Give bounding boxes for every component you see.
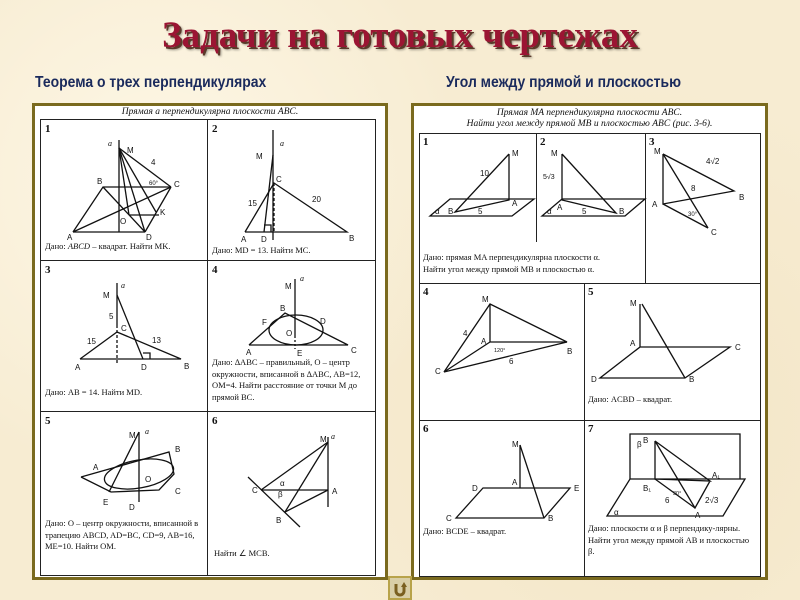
- svg-text:A: A: [512, 478, 518, 487]
- svg-text:M: M: [129, 431, 136, 440]
- back-button[interactable]: [388, 576, 412, 600]
- svg-text:C: C: [121, 324, 127, 333]
- problem-2-caption: Дано: MD = 13. Найти MC.: [212, 245, 311, 255]
- svg-text:D: D: [591, 375, 597, 384]
- svg-text:M: M: [654, 147, 661, 156]
- left-subtitle: Теорема о трех перпендикулярах: [35, 74, 267, 91]
- problem-2-figure: [208, 120, 375, 260]
- svg-text:A: A: [630, 339, 636, 348]
- svg-text:5: 5: [582, 207, 587, 216]
- right-problem-6-figure: [420, 421, 584, 576]
- svg-text:B: B: [689, 375, 695, 384]
- svg-text:A: A: [695, 511, 701, 520]
- svg-text:M: M: [630, 299, 637, 308]
- svg-text:13: 13: [152, 336, 161, 345]
- svg-text:A: A: [246, 348, 252, 357]
- right-problem-1: 1 M 10 A B 5 α: [420, 134, 536, 244]
- svg-text:a: a: [280, 139, 284, 148]
- right-problem-5: 5 M A C D B Дано: ACBD – квадрат.: [585, 284, 760, 420]
- problem-6-caption: Найти ∠ MCB.: [214, 548, 270, 558]
- svg-text:A₁: A₁: [712, 471, 721, 480]
- svg-text:6: 6: [509, 357, 514, 366]
- svg-text:A: A: [512, 199, 518, 208]
- svg-text:O: O: [120, 217, 127, 226]
- svg-text:60°: 60°: [149, 181, 159, 187]
- svg-text:α: α: [280, 479, 285, 488]
- svg-text:D: D: [472, 484, 478, 493]
- svg-text:E: E: [103, 498, 109, 507]
- svg-text:30°: 30°: [673, 491, 682, 497]
- svg-text:D: D: [320, 317, 326, 326]
- svg-text:B: B: [448, 207, 454, 216]
- svg-text:5√3: 5√3: [543, 174, 555, 181]
- svg-text:B: B: [548, 514, 554, 523]
- right-given-1-2: Дано: прямая MA перпендикулярна плоскости α. Найти угол между прямой MB и плоскостью α.: [423, 252, 601, 274]
- svg-text:4: 4: [151, 158, 156, 167]
- problem-1-caption: Дано: ABCD – квадрат. Найти MK.: [45, 241, 171, 251]
- right-problem-7: 7 β B A₁ B₁ 6 2√3 A α 30° Дано: плоскости α и β перпендику-лярны. Найти угол между прямой AB и плоскостью β.: [585, 421, 760, 576]
- svg-text:A: A: [332, 487, 338, 496]
- left-problem-6: 6 M a α C β A B Найти ∠ MCB.: [208, 412, 375, 575]
- svg-text:A: A: [652, 200, 658, 209]
- svg-text:F: F: [262, 318, 267, 327]
- svg-text:2√3: 2√3: [705, 496, 719, 505]
- svg-text:M: M: [320, 435, 327, 444]
- right-problem-7-caption: Дано: плоскости α и β перпендику-лярны. Найти угол между прямой AB и плоскостью β.: [588, 523, 750, 556]
- svg-text:B: B: [280, 304, 286, 313]
- svg-text:15: 15: [87, 337, 96, 346]
- svg-text:M: M: [127, 146, 134, 155]
- svg-text:C: C: [174, 180, 180, 189]
- left-problem-3: 3 a M 5 C 15 13 A D B Дано: AB = 14. Найти MD.: [41, 261, 207, 411]
- u-turn-arrow-icon: [392, 580, 408, 596]
- right-problem-2: 2 M 5√3 A 5 B α: [537, 134, 645, 244]
- svg-text:C: C: [446, 514, 452, 523]
- svg-text:a: a: [108, 139, 112, 148]
- svg-text:B: B: [184, 362, 190, 371]
- right-subtitle: Угол между прямой и плоскостью: [446, 74, 682, 91]
- svg-text:6: 6: [665, 496, 670, 505]
- svg-text:M: M: [285, 282, 292, 291]
- svg-text:K: K: [160, 208, 166, 217]
- svg-text:E: E: [297, 349, 303, 358]
- right-grid: [419, 133, 761, 577]
- svg-text:8: 8: [691, 184, 696, 193]
- problem-1-figure: [41, 120, 207, 260]
- right-problem-1-figure: [420, 134, 536, 244]
- left-problem-5: 5 M a B A O C E D Дано: O – центр окружности, вписанной в трапецию ABCD, AD=BC, CD=9, AB=16, ME=10. Найти OM.: [41, 412, 207, 575]
- right-problem-4-figure: [420, 284, 584, 420]
- svg-text:B: B: [739, 193, 745, 202]
- right-problem-3: 3 M 4√2 8 A B 30° C: [646, 134, 760, 283]
- svg-text:M: M: [103, 291, 110, 300]
- svg-text:M: M: [482, 295, 489, 304]
- right-problem-2-figure: [537, 134, 645, 244]
- svg-text:30°: 30°: [688, 212, 698, 218]
- svg-text:M: M: [512, 149, 519, 158]
- right-header: Прямая MA перпендикулярна плоскости ABC. Найти угол между прямой MB и плоскостью ABC (рис. 3-6).: [466, 108, 713, 129]
- svg-text:20: 20: [312, 195, 321, 204]
- left-header: Прямая a перпендикулярна плоскости ABC.: [121, 107, 299, 117]
- left-panel: [32, 103, 388, 580]
- svg-text:D: D: [146, 233, 152, 242]
- svg-text:β: β: [637, 440, 642, 449]
- svg-text:M: M: [551, 149, 558, 158]
- left-problem-1: 1 a M 4 B 60° C O K A D Дано: ABCD – квадрат. Найти MK.: [41, 120, 207, 260]
- right-problem-3-figure: [646, 134, 760, 283]
- svg-text:α: α: [614, 508, 619, 517]
- svg-text:4: 4: [463, 329, 468, 338]
- svg-text:B: B: [619, 207, 625, 216]
- right-problem-4: 4 M 4 A 120° B 6 C: [420, 284, 584, 420]
- svg-text:D: D: [141, 363, 147, 372]
- svg-text:A: A: [75, 363, 81, 372]
- svg-text:120°: 120°: [494, 348, 506, 354]
- left-problem-4: 4 a M B F D O A E C Дано: ∆ABC – правильный, O – центр окружности, вписанной в ∆ABC, AB=12, OM=4. Найти расстояние от точки M до прямой BC.: [208, 261, 375, 411]
- svg-text:C: C: [351, 346, 357, 355]
- svg-text:10: 10: [480, 169, 489, 178]
- left-problem-2: 2 M a C 15 20 A D B Дано: MD = 13. Найти MC.: [208, 120, 375, 260]
- right-problem-6: 6 M D A E C B Дано: BCDE – квадрат.: [420, 421, 584, 576]
- svg-text:M: M: [512, 440, 519, 449]
- problem-5-caption: Дано: O – центр окружности, вписанной в трапецию ABCD, AD=BC, CD=9, AB=16, ME=10. Найти OM.: [45, 518, 199, 551]
- svg-text:E: E: [574, 484, 580, 493]
- svg-text:D: D: [261, 235, 267, 244]
- svg-text:C: C: [435, 367, 441, 376]
- svg-text:O: O: [286, 329, 293, 338]
- svg-text:B: B: [276, 516, 282, 525]
- svg-text:a: a: [121, 281, 125, 290]
- svg-text:5: 5: [478, 207, 483, 216]
- problem-4-caption: Дано: ∆ABC – правильный, O – центр окружности, вписанной в ∆ABC, AB=12, OM=4. Найти расстояние от точки M до прямой BC.: [212, 357, 361, 402]
- svg-text:B: B: [97, 177, 103, 186]
- svg-text:B: B: [643, 436, 649, 445]
- page-title: Задачи на готовых чертежах: [162, 15, 638, 56]
- svg-text:α: α: [435, 207, 440, 216]
- svg-text:15: 15: [248, 199, 257, 208]
- svg-text:D: D: [129, 503, 135, 512]
- svg-text:M: M: [256, 152, 263, 161]
- svg-text:O: O: [145, 475, 152, 484]
- left-grid: [40, 119, 376, 576]
- svg-text:C: C: [252, 486, 258, 495]
- svg-text:C: C: [276, 175, 282, 184]
- svg-text:C: C: [735, 343, 741, 352]
- svg-text:A: A: [241, 235, 247, 244]
- svg-text:C: C: [175, 487, 181, 496]
- svg-text:a: a: [331, 432, 335, 441]
- svg-text:a: a: [145, 427, 149, 436]
- svg-text:A: A: [557, 203, 563, 212]
- svg-text:β: β: [278, 490, 283, 499]
- svg-text:A: A: [93, 463, 99, 472]
- svg-text:a: a: [300, 274, 304, 283]
- svg-text:B: B: [567, 347, 573, 356]
- svg-text:5: 5: [109, 312, 114, 321]
- svg-text:B: B: [349, 234, 355, 243]
- right-problem-6-caption: Дано: BCDE – квадрат.: [423, 526, 507, 536]
- right-problem-5-caption: Дано: ACBD – квадрат.: [588, 394, 673, 404]
- svg-text:A: A: [67, 233, 73, 242]
- svg-text:B₁: B₁: [643, 484, 652, 493]
- svg-text:α: α: [547, 207, 552, 216]
- problem-3-caption: Дано: AB = 14. Найти MD.: [45, 387, 143, 397]
- svg-text:A: A: [481, 337, 487, 346]
- svg-text:B: B: [175, 445, 181, 454]
- svg-text:C: C: [711, 228, 717, 237]
- right-panel: [411, 103, 768, 580]
- svg-text:4√2: 4√2: [706, 157, 720, 166]
